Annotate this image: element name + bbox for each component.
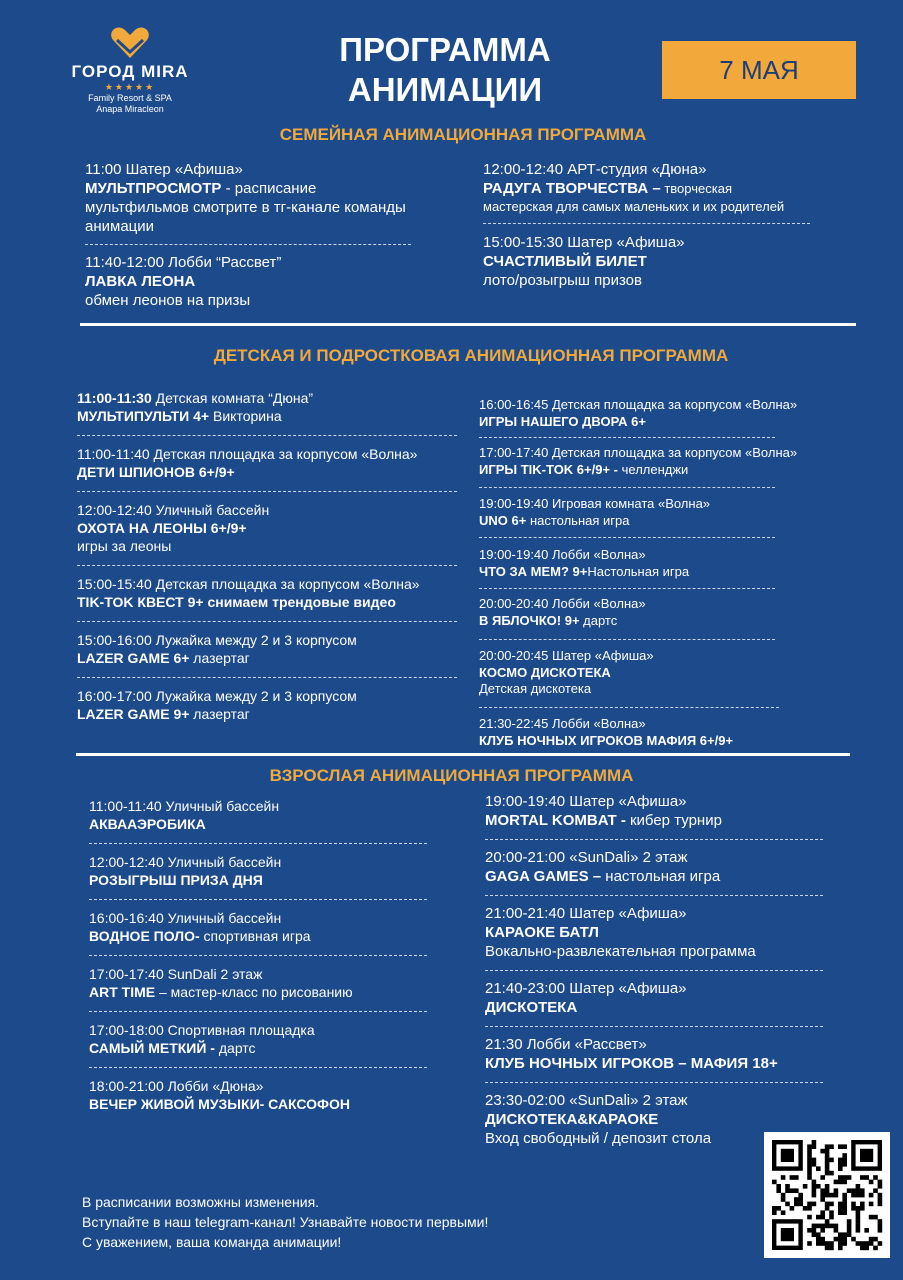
event-item [77, 389, 467, 425]
event-time: Детская комната “Дюна” [151, 390, 314, 406]
event-time: 20:00-21:00 «SunDali» 2 этаж [485, 849, 688, 866]
event-title: ДЕТИ ШПИОНОВ 6+/9+ [77, 464, 235, 480]
event-time: 12:00-12:40 Уличный бассейн [89, 854, 282, 870]
divider [479, 487, 775, 488]
event-time: 21:30-22:45 Лобби «Волна» [479, 716, 646, 731]
divider [479, 639, 775, 640]
divider [483, 223, 810, 224]
divider [85, 244, 411, 245]
hotel-logo [60, 26, 200, 115]
event-time: 16:00-16:45 Детская площадка за корпусом «Волна» [479, 397, 798, 412]
event-title: РАДУГА ТВОРЧЕСТВА – [483, 180, 661, 197]
event-desc: лазертаг [189, 650, 250, 666]
date-badge: 7 МАЯ [662, 41, 856, 99]
event-time: 19:00-19:40 Шатер «Афиша» [485, 793, 687, 810]
event-time: 21:00-21:40 Шатер «Афиша» [485, 905, 687, 922]
section-divider [76, 753, 850, 756]
qr-code-icon [764, 1132, 890, 1258]
family-section-heading: СЕМЕЙНАЯ АНИМАЦИОННАЯ ПРОГРАММА [279, 125, 647, 144]
event-title: АКВААЭРОБИКА [89, 816, 206, 832]
event-time: 17:00-18:00 Спортивная площадка [89, 1022, 315, 1038]
event-title: КЛУБ НОЧНЫХ ИГРОКОВ – МАФИЯ 18+ [485, 1055, 778, 1072]
event-title: MORTAL KOMBAT - [485, 812, 626, 829]
divider [77, 565, 457, 566]
event-time: 20:00-20:45 Шатер «Афиша» [479, 648, 654, 663]
event-time: 18:00-21:00 Лобби «Дюна» [89, 1078, 264, 1094]
event-desc: лото/розыгрыш призов [483, 272, 642, 289]
event-item [77, 687, 467, 723]
logo-stars: ★★★★★ [104, 82, 156, 92]
event-time: 20:00-20:40 Лобби «Волна» [479, 596, 646, 611]
event-title: ЧТО ЗА МЕМ? 9+ [479, 563, 588, 579]
divider [77, 435, 457, 436]
event-time: 23:30-02:00 «SunDali» 2 этаж [485, 1092, 688, 1109]
page-title [290, 30, 600, 110]
footer-line: В расписании возможны изменения. [82, 1194, 320, 1210]
event-title: КОСМО ДИСКОТЕКА [479, 664, 611, 680]
event-desc: обмен леонов на призы [85, 292, 251, 309]
event-desc: Настольная игра [587, 563, 690, 579]
event-time: 15:00-15:40 Детская площадка за корпусом «Волна» [77, 576, 420, 592]
event-desc: мультфильмов смотрите в тг-канале команды [85, 199, 406, 216]
heart-logo-icon [109, 26, 151, 60]
event-desc: мастерская для самых маленьких и их родителей [483, 199, 785, 214]
event-title: ДИСКОТЕКА&КАРАОКЕ [485, 1111, 659, 1128]
event-title: TIK-TOK КВЕСТ 9+ снимаем трендовые видео [77, 594, 396, 610]
divider [479, 537, 775, 538]
event-desc: Викторина [209, 408, 282, 424]
event-item [485, 979, 845, 1017]
event-item [479, 547, 839, 580]
event-title: РОЗЫГРЫШ ПРИЗА ДНЯ [89, 872, 263, 888]
event-desc: Вокально-развлекательная программа [485, 943, 756, 960]
logo-subtitle: Family Resort & SPA [88, 93, 172, 103]
divider [77, 621, 457, 622]
divider [77, 677, 457, 678]
divider [77, 491, 457, 492]
divider [479, 707, 779, 708]
divider [89, 1011, 427, 1012]
event-desc: Вход свободный / депозит стола [485, 1130, 712, 1147]
divider [89, 955, 427, 956]
event-time: 11:00 Шатер «Афиша» [85, 161, 243, 178]
event-item [483, 160, 863, 216]
event-item [479, 596, 839, 629]
divider [485, 839, 823, 840]
event-title: СЧАСТЛИВЫЙ БИЛЕТ [483, 253, 647, 270]
title-line-1: ПРОГРАММА [339, 31, 551, 68]
event-time: 16:00-16:40 Уличный бассейн [89, 910, 282, 926]
event-item [485, 1035, 845, 1073]
event-title: ВОДНОЕ ПОЛО- [89, 928, 200, 944]
event-desc: дартс [579, 612, 618, 628]
event-item [479, 445, 839, 478]
event-desc: расписание [234, 180, 317, 197]
logo-location: Anapa Miracleon [96, 104, 164, 114]
event-time: 12:00-12:40 АРТ-студия «Дюна» [483, 161, 707, 178]
event-title: UNO 6+ [479, 512, 527, 528]
divider [479, 588, 775, 589]
event-item [89, 797, 449, 833]
event-item [89, 965, 449, 1001]
event-time: 17:00-17:40 SunDali 2 этаж [89, 966, 263, 982]
event-desc: дартс [214, 1040, 256, 1056]
event-time: 11:00-11:40 Уличный бассейн [89, 798, 280, 814]
divider [89, 1067, 427, 1068]
event-item [77, 575, 467, 611]
event-desc: лазертаг [189, 706, 250, 722]
event-item [89, 909, 449, 945]
event-title: ДИСКОТЕКА [485, 999, 578, 1016]
qr-code[interactable] [764, 1132, 890, 1258]
event-title: КЛУБ НОЧНЫХ ИГРОКОВ МАФИЯ 6+/9+ [479, 732, 734, 748]
event-title: LAZER GAME 6+ [77, 650, 190, 666]
event-title: МУЛЬТИПУЛЬТИ 4+ [77, 408, 210, 424]
event-item [77, 445, 467, 481]
event-item [479, 496, 839, 529]
footer-line: С уважением, ваша команда анимации! [82, 1234, 342, 1250]
event-item [485, 848, 845, 886]
event-title: GAGA GAMES – [485, 868, 602, 885]
event-desc: спортивная игра [199, 928, 311, 944]
divider [89, 843, 427, 844]
event-title: ОХОТА НА ЛЕОНЫ 6+/9+ [77, 520, 247, 536]
event-item [89, 853, 449, 889]
event-time: 16:00-17:00 Лужайка между 2 и 3 корпусом [77, 688, 357, 704]
event-time: 21:30 Лобби «Рассвет» [485, 1036, 647, 1053]
event-desc: анимации [85, 218, 155, 235]
event-desc: игры за леоны [77, 538, 172, 554]
event-desc: творческая [660, 181, 732, 196]
divider [479, 437, 775, 438]
section-divider [80, 323, 856, 326]
event-title: ART TIME [89, 984, 156, 1000]
divider [485, 1082, 823, 1083]
event-title: ВЕЧЕР ЖИВОЙ МУЗЫКИ- САКСОФОН [89, 1096, 351, 1112]
event-item [485, 792, 845, 830]
adult-section-heading: ВЗРОСЛАЯ АНИМАЦИОННАЯ ПРОГРАММА [269, 766, 634, 785]
title-line-2: АНИМАЦИИ [347, 71, 543, 108]
event-time: 11:40-12:00 Лобби “Рассвет” [85, 254, 282, 271]
divider [485, 1026, 823, 1027]
event-time: 12:00-12:40 Уличный бассейн [77, 502, 270, 518]
event-item [479, 397, 839, 430]
divider [485, 970, 823, 971]
event-title: В ЯБЛОЧКО! 9+ [479, 612, 580, 628]
event-item [89, 1077, 449, 1113]
event-title: LAZER GAME 9+ [77, 706, 190, 722]
kids-section-heading: ДЕТСКАЯ И ПОДРОСТКОВАЯ АНИМАЦИОННАЯ ПРОГРАММА [213, 346, 729, 365]
event-time: 21:40-23:00 Шатер «Афиша» [485, 980, 687, 997]
event-title: МУЛЬТПРОСМОТР [85, 180, 222, 197]
event-time-bold: 11:00-11:30 [77, 390, 152, 406]
event-desc: Детская дискотека [479, 681, 592, 696]
event-desc: – мастер-класс по рисованию [155, 984, 353, 1000]
event-desc: кибер турнир [625, 812, 722, 829]
event-desc: настольная игра [526, 512, 630, 528]
footer-line: Вступайте в наш telegram-канал! Узнавайте новости первыми! [82, 1214, 489, 1230]
event-time: 17:00-17:40 Детская площадка за корпусом «Волна» [479, 445, 798, 460]
event-separator: - [221, 180, 235, 197]
event-time: 19:00-19:40 Игровая комната «Волна» [479, 496, 711, 511]
event-title: ЛАВКА ЛЕОНА [85, 273, 196, 290]
event-item [85, 160, 445, 236]
event-title: ИГРЫ TIK-TOK 6+/9+ - [479, 461, 619, 477]
event-desc: челленджи [618, 461, 689, 477]
event-item [483, 233, 863, 290]
event-time: 15:00-16:00 Лужайка между 2 и 3 корпусом [77, 632, 357, 648]
event-time: 19:00-19:40 Лобби «Волна» [479, 547, 646, 562]
footer-note [82, 1192, 488, 1252]
event-item [479, 648, 839, 698]
event-title: ИГРЫ НАШЕГО ДВОРА 6+ [479, 413, 646, 429]
event-item [485, 904, 845, 961]
event-desc: настольная игра [601, 868, 721, 885]
event-item [89, 1021, 449, 1057]
event-title: САМЫЙ МЕТКИЙ - [89, 1040, 215, 1056]
event-time: 11:00-11:40 Детская площадка за корпусом «Волна» [77, 446, 418, 462]
event-time: 15:00-15:30 Шатер «Афиша» [483, 234, 685, 251]
event-title: КАРАОКЕ БАТЛ [485, 924, 599, 941]
event-item [85, 253, 445, 310]
event-item [77, 501, 467, 555]
event-item [479, 716, 839, 749]
logo-name: ГОРОД MIRA [71, 62, 189, 81]
event-item [77, 631, 467, 667]
divider [89, 899, 427, 900]
divider [485, 895, 823, 896]
